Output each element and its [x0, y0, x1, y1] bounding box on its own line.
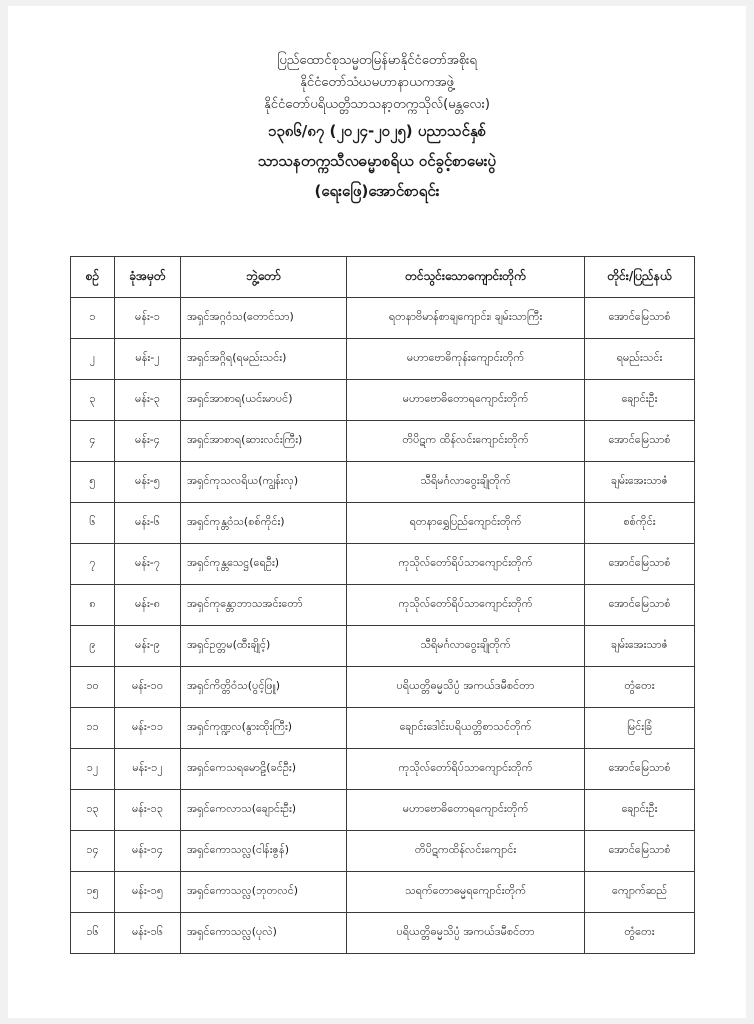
cell-name: အရှင်ကုသလရိယ(ကျွန်းလှ) [181, 462, 347, 503]
cell-seat: မန်း-၂ [115, 339, 181, 380]
cell-region: တွံတေး [585, 913, 695, 954]
table-row [71, 585, 695, 626]
cell-monastery: ကုသိုလ်တော်ရိပ်သာကျောင်းတိုက် [347, 749, 585, 790]
cell-monastery: ပရိယတ္တိဓမ္မသိပ္ပံ အကယ်ဒမီစင်တာ [347, 667, 585, 708]
cell-monastery: ပရိယတ္တိဓမ္မသိပ္ပံ အကယ်ဒမီစင်တာ [347, 913, 585, 954]
cell-no: ၁၅ [71, 872, 115, 913]
cell-seat: မန်း-၁၂ [115, 749, 181, 790]
cell-monastery: ချောင်းဒေါင်းပရိယတ္တိစာသင်တိုက် [347, 708, 585, 749]
cell-seat: မန်း-၅ [115, 462, 181, 503]
cell-seat: မန်း-၁၆ [115, 913, 181, 954]
cell-no: ၂ [71, 339, 115, 380]
table-row [71, 831, 695, 872]
cell-name: အရှင်ကုန္တောဘာသအင်းတော် [181, 585, 347, 626]
document-page [8, 6, 746, 1018]
cell-region: ချမ်းအေးသာဇံ [585, 462, 695, 503]
cell-name: အရှင်အာစာရ(ယင်းမာပင်) [181, 380, 347, 421]
cell-seat: မန်း-၁၅ [115, 872, 181, 913]
cell-region: မြင်းခြံ [585, 708, 695, 749]
cell-name: အရှင်အဂ္ဂိရ(ရမည်းသင်း) [181, 339, 347, 380]
table-row [71, 339, 695, 380]
cell-name: အရှင်ကေသရမောဠိ(ခင်ဦး) [181, 749, 347, 790]
cell-region: ရမည်းသင်း [585, 339, 695, 380]
cell-no: ၁၄ [71, 831, 115, 872]
table-row [71, 462, 695, 503]
table-row [71, 544, 695, 585]
table-row [71, 790, 695, 831]
document-header [8, 50, 746, 206]
table-row [71, 749, 695, 790]
header-exam-title: သာသနတက္ကသီလဓမ္မာစရိယ ဝင်ခွင့်စာမေးပွဲ [258, 152, 496, 170]
cell-region: ချောင်းဦး [585, 380, 695, 421]
col-header-region: တိုင်း/ပြည်နယ် [585, 257, 695, 298]
cell-monastery: သရက်တောဓမ္မရကျောင်းတိုက် [347, 872, 585, 913]
cell-no: ၈ [71, 585, 115, 626]
cell-monastery: မဟာဗောဓိတောရကျောင်းတိုက် [347, 380, 585, 421]
cell-no: ၁၁ [71, 708, 115, 749]
table-header-row [71, 257, 695, 298]
table-row [71, 913, 695, 954]
cell-name: အရှင်ကေလာသ(ချောင်းဦး) [181, 790, 347, 831]
cell-monastery: တိပိဋကထိန်လင်းကျောင်း [347, 831, 585, 872]
cell-region: ချမ်းအေးသာဇံ [585, 626, 695, 667]
cell-no: ၁၂ [71, 749, 115, 790]
table-row [71, 380, 695, 421]
cell-monastery: တိပိဋက ထိန်လင်းကျောင်းတိုက် [347, 421, 585, 462]
cell-region: ချောင်းဦး [585, 790, 695, 831]
cell-seat: မန်း-၆ [115, 503, 181, 544]
cell-no: ၇ [71, 544, 115, 585]
cell-region: အောင်မြေသာစံ [585, 421, 695, 462]
table-row [71, 503, 695, 544]
table-row [71, 421, 695, 462]
results-table [70, 256, 695, 954]
cell-monastery: ရတနာဗိမာန်စာချကျောင်း၊ ချမ်းသာကြီး [347, 298, 585, 339]
cell-region: ကျောက်ဆည် [585, 872, 695, 913]
cell-name: အရှင်ကောသလ္လ(ဘုတလင်) [181, 872, 347, 913]
table-row [71, 667, 695, 708]
cell-no: ၉ [71, 626, 115, 667]
cell-seat: မန်း-၁၃ [115, 790, 181, 831]
cell-monastery: ကုသိုလ်တော်ရိပ်သာကျောင်းတိုက် [347, 544, 585, 585]
cell-region: အောင်မြေသာစံ [585, 544, 695, 585]
table-row [71, 708, 695, 749]
cell-seat: မန်း-၇ [115, 544, 181, 585]
table-row [71, 872, 695, 913]
cell-name: အရှင်ကုန္တသေဋ္ဌ(ရေဦး) [181, 544, 347, 585]
table-row [71, 626, 695, 667]
cell-seat: မန်း-၁၀ [115, 667, 181, 708]
cell-seat: မန်း-၁၁ [115, 708, 181, 749]
cell-region: အောင်မြေသာစံ [585, 831, 695, 872]
cell-seat: မန်း-၁ [115, 298, 181, 339]
cell-name: အရှင်ကိတ္တိဝံသ(ပွင့်ဖြူ) [181, 667, 347, 708]
cell-seat: မန်း-၉ [115, 626, 181, 667]
cell-no: ၄ [71, 421, 115, 462]
header-academic-year: ၁၃၈၆/၈၇ (၂၀၂၄-၂၀၂၅) ပညာသင်နှစ် [267, 122, 487, 140]
header-list-title: (ရေးဖြေ)အောင်စာရင်း [314, 182, 440, 200]
cell-no: ၃ [71, 380, 115, 421]
cell-seat: မန်း-၄ [115, 421, 181, 462]
col-header-seat: ခုံအမှတ် [115, 257, 181, 298]
col-header-name: ဘွဲ့တော် [181, 257, 347, 298]
cell-seat: မန်း-၃ [115, 380, 181, 421]
cell-name: အရှင်ကုန္တဝံသ(စစ်ကိုင်း) [181, 503, 347, 544]
cell-name: အရှင်ကောသလ္လ(ငါန်းဇွန်) [181, 831, 347, 872]
cell-region: စစ်ကိုင်း [585, 503, 695, 544]
cell-no: ၆ [71, 503, 115, 544]
col-header-no: စဉ် [71, 257, 115, 298]
header-line-2: နိုင်ငံတော်သံဃမဟာနာယကအဖွဲ့ [300, 75, 454, 90]
cell-seat: မန်း-၁၄ [115, 831, 181, 872]
cell-name: အရှင်ကောသလ္လ(ပုလဲ) [181, 913, 347, 954]
cell-seat: မန်း-၈ [115, 585, 181, 626]
cell-region: အောင်မြေသာစံ [585, 298, 695, 339]
cell-no: ၁၃ [71, 790, 115, 831]
header-line-3: နိုင်ငံတော်ပရိယတ္တိသာသနာ့တက္ကသိုလ်(မန္တလေး) [264, 97, 490, 112]
cell-monastery: မဟာဗောဓိကုန်းကျောင်းတိုက် [347, 339, 585, 380]
cell-no: ၁၆ [71, 913, 115, 954]
cell-name: အရှင်ဥတ္တမ(ထီးချိုင့်) [181, 626, 347, 667]
table-row [71, 298, 695, 339]
cell-no: ၁၀ [71, 667, 115, 708]
header-line-1: ပြည်ထောင်စုသမ္မတမြန်မာနိုင်ငံတော်အစိုးရ [277, 53, 477, 68]
cell-monastery: သီရိမင်္ဂလာဝွေးချိုတိုက် [347, 462, 585, 503]
cell-no: ၅ [71, 462, 115, 503]
cell-name: အရှင်ကုဏ္ဍလ(နွားထိုးကြီး) [181, 708, 347, 749]
cell-name: အရှင်အဂ္ဂဝံသ(တောင်သာ) [181, 298, 347, 339]
col-header-monastery: တင်သွင်းသောကျောင်းတိုက် [347, 257, 585, 298]
cell-monastery: ရတနာရွှေပြည်ကျောင်းတိုက် [347, 503, 585, 544]
cell-name: အရှင်အာစာရ(ဆားလင်းကြီး) [181, 421, 347, 462]
cell-region: အောင်မြေသာစံ [585, 585, 695, 626]
cell-region: အောင်မြေသာစံ [585, 749, 695, 790]
cell-monastery: မဟာဗောဓိတောရကျောင်းတိုက် [347, 790, 585, 831]
cell-no: ၁ [71, 298, 115, 339]
cell-monastery: ကုသိုလ်တော်ရိပ်သာကျောင်းတိုက် [347, 585, 585, 626]
cell-region: တွံတေး [585, 667, 695, 708]
cell-monastery: သီရိမင်္ဂလာဝွေးချိုတိုက် [347, 626, 585, 667]
